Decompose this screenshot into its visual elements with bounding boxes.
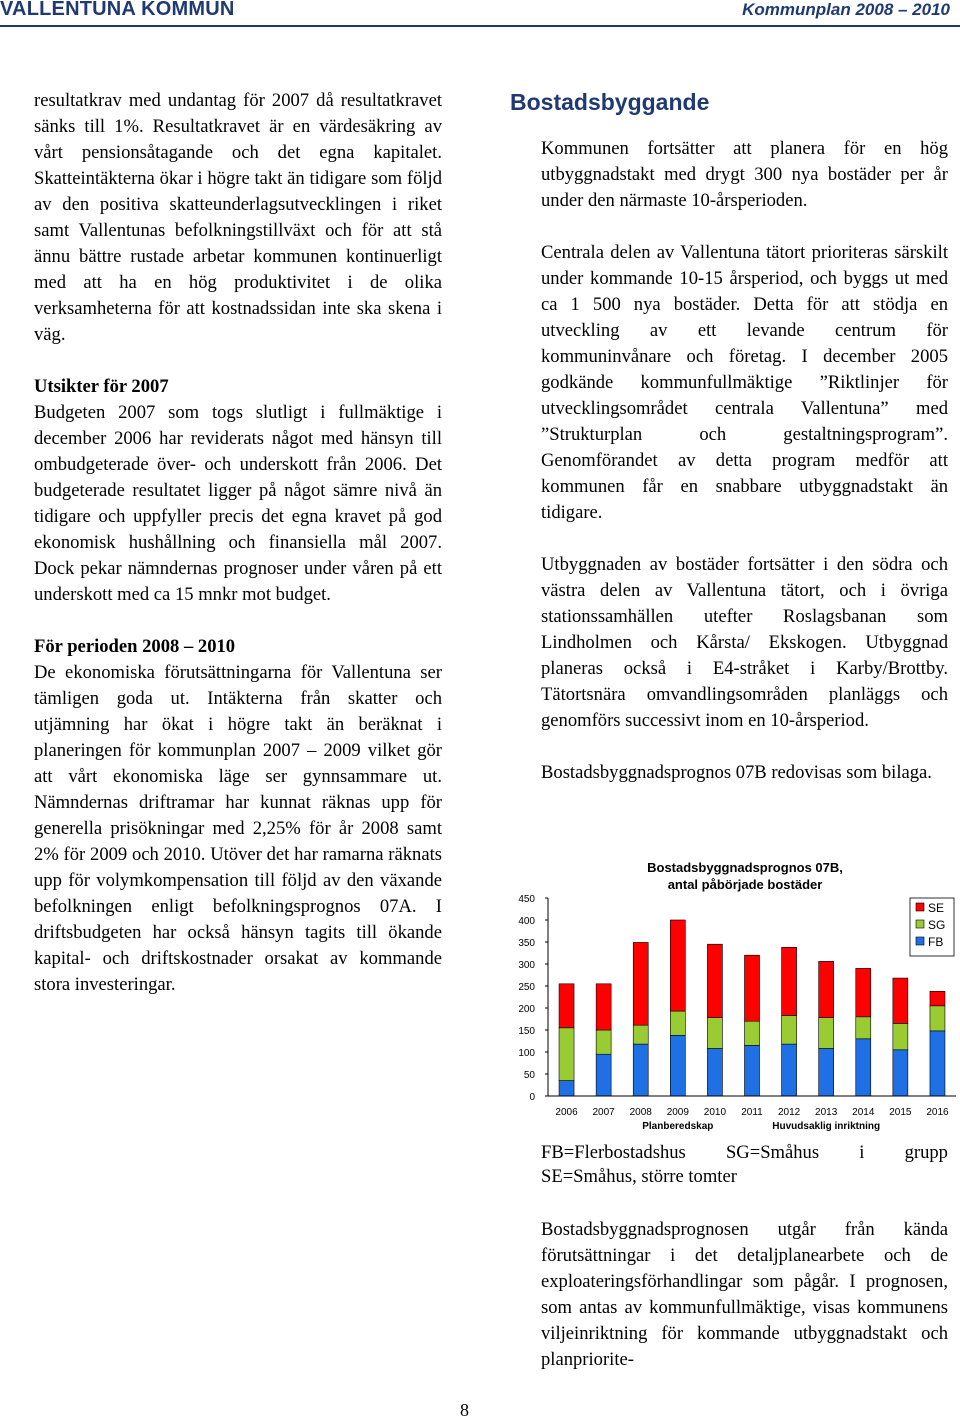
header-org-name: VALLENTUNA KOMMUN <box>0 0 235 20</box>
bar-sg-2011 <box>745 1021 760 1045</box>
bar-fb-2011 <box>745 1045 760 1096</box>
y-tick-label: 0 <box>529 1092 535 1103</box>
right-paragraph-4: Bostadsbyggnadsprognos 07B redovisas som bilaga. <box>541 762 932 783</box>
right-paragraph-1: Kommunen fortsätter att planera för en hög utbyggnadstakt med drygt 300 nya bostäder per år under den närmaste 10-årsperioden. <box>541 138 948 211</box>
x-tick-label: 2015 <box>889 1107 912 1118</box>
x-tick-label: 2010 <box>703 1107 727 1118</box>
bar-se-2014 <box>856 968 871 1016</box>
bar-fb-2010 <box>707 1048 722 1096</box>
x-tick-label: 2008 <box>629 1107 652 1118</box>
left-paragraph-2: Budgeten 2007 som togs slutligt i fullmäktige i december 2006 har reviderats något med hänsyn till ombudgeterade över- och underskott från 2006. Det budgeterade resultatet ligger på något sämre nivå än tidigare och uppfyller precis det egna kravet på god ekonomisk hushållning och finansiella mål 2007. Dock pekar nämndernas prognoser under våren på ett underskott med ca 15 mnkr mot budget. <box>34 402 442 605</box>
bar-sg-2006 <box>559 1028 574 1081</box>
page-number: 8 <box>460 1400 469 1420</box>
y-tick-label: 450 <box>518 894 535 905</box>
right-paragraph-3: Utbyggnaden av bostäder fortsätter i den södra och västra delen av Vallentuna tätort, och i övriga stationssamhällen utefter Roslagsbanan som Lindholmen och Kårsta/ Ekskogen. Utbyggnad planeras också i E4-stråket i Karby/Brottby. Tätortsnära omvandlingsområden planläggs och genomförs successivt inom en 10-årsperiod. <box>541 554 948 731</box>
left-column <box>34 88 442 998</box>
bar-sg-2016 <box>930 1006 945 1031</box>
legend-swatch-fb <box>916 937 924 945</box>
x-tick-label: 2007 <box>592 1107 615 1118</box>
bar-se-2010 <box>707 944 722 1017</box>
legend-line-1 <box>541 1141 948 1165</box>
bar-fb-2009 <box>670 1035 685 1096</box>
right-paragraph-2: Centrala delen av Vallentuna tätort prioriteras särskilt under kommande 10-15 årsperiod, och byggs ut med ca 1 500 nya bostäder. Detta för att stödja en utveckling av ett levande centrum för kommuninvånare och företag. I december 2005 godkände kommunfullmäktige ”Riktlinjer för utvecklingsområdet centrala Vallentuna” med ”Strukturplan och gestaltningsprogram”. Genomförandet av detta program medför att kommunen får en snabbare utbyggnadstakt än tidigare. <box>541 242 948 523</box>
right-column <box>541 136 948 786</box>
legend-fb-text: FB=Flerbostadshus <box>541 1142 686 1163</box>
legend-i-text: i <box>859 1142 865 1163</box>
x-tick-label: 2016 <box>926 1107 949 1118</box>
bar-sg-2012 <box>782 1015 797 1044</box>
bostadsbyggnad-chart <box>500 850 960 1140</box>
bar-se-2011 <box>745 955 760 1021</box>
bar-sg-2007 <box>596 1030 611 1054</box>
bar-se-2008 <box>633 942 648 1025</box>
x-tick-label: 2011 <box>741 1107 763 1118</box>
legend-swatch-sg <box>916 920 924 928</box>
legend-grupp-text: grupp <box>904 1142 948 1163</box>
bar-fb-2014 <box>856 1039 871 1096</box>
left-paragraph-1: resultatkrav med undantag för 2007 då resultatkravet sänks till 1%. Resultatkravet är en värdesäkring av vårt pensionsåtagande och det egna kapitalet. Skatteintäkterna ökar i högre takt än tidigare som följd av den positiva skatteunderlagsutvecklingen i riket samt Vallentunas befolkningstillväxt och för att stå ännu bättre rustade arbetar kommunen kontinuerligt med att ha en hög produktivitet i de olika verksamheterna för att kostnadssidan inte ska skena i väg. <box>34 90 442 345</box>
bar-fb-2008 <box>633 1044 648 1096</box>
page-header <box>0 0 960 26</box>
bar-fb-2016 <box>930 1031 945 1096</box>
y-tick-label: 50 <box>523 1070 535 1081</box>
legend-label-fb: FB <box>928 935 944 949</box>
x-tick-label: 2013 <box>815 1107 838 1118</box>
bar-fb-2006 <box>559 1081 574 1096</box>
y-tick-label: 100 <box>518 1048 535 1059</box>
bar-fb-2015 <box>893 1050 908 1096</box>
heading-utsikter-2007: Utsikter för 2007 <box>34 376 169 397</box>
y-tick-label: 200 <box>518 1004 535 1015</box>
y-tick-label: 300 <box>518 960 535 971</box>
y-tick-label: 400 <box>518 916 535 927</box>
header-rule <box>0 25 960 27</box>
bar-se-2013 <box>819 961 834 1017</box>
bar-sg-2014 <box>856 1017 871 1039</box>
legend-label-se: SE <box>928 901 945 915</box>
x-tick-label: 2006 <box>555 1107 578 1118</box>
heading-perioden-2008-2010: För perioden 2008 – 2010 <box>34 636 236 657</box>
bar-sg-2009 <box>670 1011 685 1035</box>
legend-line-2: SE=Småhus, större tomter <box>541 1166 737 1187</box>
group-label-huvudsaklig: Huvudsaklig inriktning <box>772 1121 881 1132</box>
bar-sg-2013 <box>819 1018 834 1049</box>
bar-se-2006 <box>559 984 574 1028</box>
y-tick-label: 350 <box>518 938 535 949</box>
right-column-bottom <box>541 1217 948 1373</box>
y-tick-label: 150 <box>518 1026 535 1037</box>
bar-fb-2007 <box>596 1054 611 1096</box>
bar-se-2015 <box>893 978 908 1023</box>
chart-abbreviation-legend <box>541 1141 948 1189</box>
header-document-title: Kommunplan 2008 – 2010 <box>742 0 950 19</box>
bar-fb-2012 <box>782 1044 797 1096</box>
bar-se-2007 <box>596 984 611 1030</box>
x-tick-label: 2012 <box>777 1107 801 1118</box>
chart-title-line-2: antal påbörjade bostäder <box>667 877 823 892</box>
bar-sg-2008 <box>633 1025 648 1044</box>
legend-swatch-se <box>916 903 924 911</box>
bar-se-2009 <box>670 920 685 1011</box>
legend-label-sg: SG <box>928 918 946 932</box>
chart-title-line-1: Bostadsbyggnadsprognos 07B, <box>647 860 843 875</box>
group-label-planberedskap: Planberedskap <box>642 1121 714 1132</box>
bar-sg-2010 <box>707 1018 722 1049</box>
bar-fb-2013 <box>819 1048 834 1096</box>
bar-se-2012 <box>782 947 797 1015</box>
left-paragraph-3: De ekonomiska förutsättningarna för Vallentuna ser tämligen goda ut. Intäkterna från skatter och utjämning har ökat i högre takt än beräknat i planeringen för kommunplan 2007 – 2009 vilket gör att vårt ekonomiska läge ser gynnsammare ut. Nämndernas driftramar har kunnat räknas upp för generella prisökningar med 2,25% för år 2008 samt 2% för 2009 och 2010. Utöver det har ramarna räknats upp för volymkompensation till följd av den växande befolkningen enligt befolkningsprognos 07A. I driftsbudgeten har också hänsyn tagits till ökande kapital- och driftskostnader orsakat av kommande stora investeringar. <box>34 662 442 995</box>
x-tick-label: 2009 <box>666 1107 689 1118</box>
right-paragraph-5: Bostadsbyggnadsprognosen utgår från kända förutsättningar i det detaljplanearbete och de exploateringsförhandlingar som pågår. I prognosen, som antas av kommunfullmäktige, visas kommunens viljeinriktning för kommande utbyggnadstakt och planpriorite- <box>541 1219 948 1370</box>
bar-sg-2015 <box>893 1023 908 1049</box>
bar-se-2016 <box>930 991 945 1006</box>
section-title-bostadsbyggande: Bostadsbyggande <box>510 89 710 115</box>
x-tick-label: 2014 <box>852 1107 875 1118</box>
y-tick-label: 250 <box>518 982 535 993</box>
legend-sg-text: SG=Småhus <box>725 1142 820 1163</box>
